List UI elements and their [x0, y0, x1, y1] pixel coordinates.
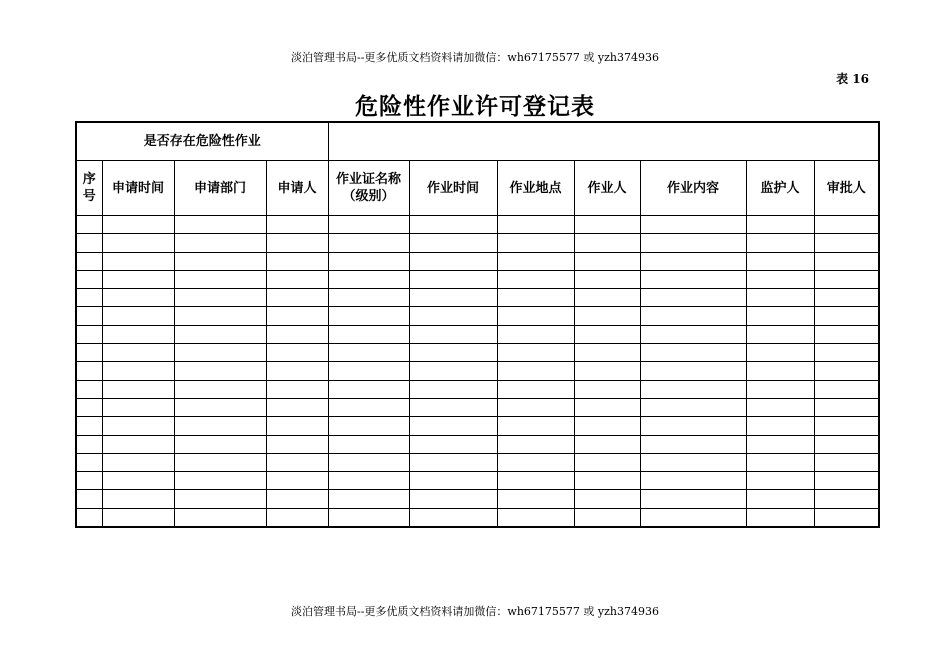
- table-cell[interactable]: [640, 398, 746, 416]
- table-cell[interactable]: [640, 325, 746, 343]
- table-cell[interactable]: [574, 252, 640, 270]
- table-cell[interactable]: [174, 234, 266, 252]
- table-cell[interactable]: [174, 490, 266, 508]
- table-row: [76, 417, 879, 435]
- table-cell[interactable]: [574, 490, 640, 508]
- table-cell[interactable]: [574, 234, 640, 252]
- table-cell[interactable]: [328, 307, 409, 325]
- table-cell[interactable]: [574, 362, 640, 380]
- table-cell[interactable]: [574, 417, 640, 435]
- table-cell[interactable]: [574, 380, 640, 398]
- table-cell[interactable]: [174, 344, 266, 362]
- table-cell[interactable]: [409, 417, 497, 435]
- table-cell[interactable]: [746, 472, 814, 490]
- table-cell[interactable]: [266, 398, 328, 416]
- table-cell[interactable]: [102, 490, 174, 508]
- table-cell[interactable]: [497, 472, 574, 490]
- table-cell[interactable]: [640, 453, 746, 471]
- table-cell[interactable]: [574, 472, 640, 490]
- table-row: [76, 270, 879, 288]
- table-cell[interactable]: [640, 252, 746, 270]
- table-cell[interactable]: [102, 380, 174, 398]
- table-cell[interactable]: [497, 380, 574, 398]
- table-cell[interactable]: [266, 417, 328, 435]
- column-header: [640, 161, 746, 216]
- table-cell[interactable]: [266, 380, 328, 398]
- table-cell[interactable]: [328, 435, 409, 453]
- table-row: [76, 344, 879, 362]
- table-cell[interactable]: [76, 380, 102, 398]
- table-cell[interactable]: [814, 490, 879, 508]
- table-cell[interactable]: [328, 252, 409, 270]
- table-cell[interactable]: [174, 398, 266, 416]
- table-cell[interactable]: [76, 508, 102, 527]
- table-cell[interactable]: [497, 344, 574, 362]
- table-cell[interactable]: [174, 362, 266, 380]
- table-cell[interactable]: [174, 307, 266, 325]
- table-cell[interactable]: [640, 344, 746, 362]
- table-cell[interactable]: [174, 252, 266, 270]
- table-cell[interactable]: [814, 252, 879, 270]
- table-cell[interactable]: [746, 435, 814, 453]
- table-cell[interactable]: [409, 289, 497, 307]
- table-cell[interactable]: [102, 453, 174, 471]
- table-cell[interactable]: [746, 453, 814, 471]
- table-cell[interactable]: [76, 398, 102, 416]
- table-cell[interactable]: [746, 398, 814, 416]
- table-cell[interactable]: [574, 453, 640, 471]
- table-cell[interactable]: [102, 508, 174, 527]
- table-cell[interactable]: [746, 289, 814, 307]
- column-header: [497, 161, 574, 216]
- table-cell[interactable]: [746, 307, 814, 325]
- table-cell[interactable]: [76, 490, 102, 508]
- table-cell[interactable]: [746, 362, 814, 380]
- table-row: [76, 234, 879, 252]
- table-cell[interactable]: [640, 417, 746, 435]
- table-cell[interactable]: [266, 270, 328, 288]
- table-cell[interactable]: [497, 435, 574, 453]
- table-cell[interactable]: [102, 234, 174, 252]
- table-cell[interactable]: [328, 398, 409, 416]
- table-cell[interactable]: [76, 234, 102, 252]
- column-header-line1: 作业内容: [667, 180, 720, 196]
- table-cell[interactable]: [497, 398, 574, 416]
- registration-table: [75, 121, 880, 528]
- column-header: [174, 161, 266, 216]
- table-row: [76, 307, 879, 325]
- table-cell[interactable]: [497, 289, 574, 307]
- column-header-line2: （级别）: [342, 189, 395, 204]
- table-cell[interactable]: [76, 453, 102, 471]
- table-cell[interactable]: [640, 270, 746, 288]
- header-row: [76, 161, 879, 216]
- table-cell[interactable]: [76, 216, 102, 234]
- table-cell[interactable]: [102, 472, 174, 490]
- question-row: [76, 122, 879, 161]
- table-cell[interactable]: [814, 270, 879, 288]
- table-cell[interactable]: [174, 380, 266, 398]
- table-cell[interactable]: [76, 417, 102, 435]
- table-cell[interactable]: [102, 270, 174, 288]
- table-cell[interactable]: [497, 270, 574, 288]
- table-cell[interactable]: [814, 307, 879, 325]
- table-cell[interactable]: [814, 362, 879, 380]
- table-cell[interactable]: [76, 472, 102, 490]
- column-header-line1: 序: [82, 172, 96, 187]
- table-cell[interactable]: [574, 508, 640, 527]
- table-cell[interactable]: [328, 417, 409, 435]
- table-cell[interactable]: [328, 270, 409, 288]
- table-cell[interactable]: [174, 453, 266, 471]
- table-cell[interactable]: [102, 362, 174, 380]
- table-cell[interactable]: [409, 270, 497, 288]
- column-header: [266, 161, 328, 216]
- table-cell[interactable]: [76, 252, 102, 270]
- table-row: [76, 325, 879, 343]
- table-cell[interactable]: [266, 307, 328, 325]
- table-cell[interactable]: [328, 344, 409, 362]
- table-cell[interactable]: [640, 234, 746, 252]
- table-cell[interactable]: [266, 344, 328, 362]
- table-cell[interactable]: [174, 472, 266, 490]
- table-cell[interactable]: [814, 380, 879, 398]
- table-cell[interactable]: [640, 472, 746, 490]
- table-cell[interactable]: [76, 270, 102, 288]
- table-cell[interactable]: [174, 325, 266, 343]
- table-cell[interactable]: [174, 508, 266, 527]
- table-cell[interactable]: [409, 344, 497, 362]
- table-cell[interactable]: [328, 289, 409, 307]
- column-header: [102, 161, 174, 216]
- table-row: [76, 508, 879, 527]
- table-cell[interactable]: [409, 307, 497, 325]
- table-cell[interactable]: [574, 435, 640, 453]
- column-header: [409, 161, 497, 216]
- table-cell[interactable]: [814, 417, 879, 435]
- table-cell[interactable]: [266, 472, 328, 490]
- column-header: [574, 161, 640, 216]
- column-header: [746, 161, 814, 216]
- table-cell[interactable]: [266, 453, 328, 471]
- table-cell[interactable]: [266, 508, 328, 527]
- table-cell[interactable]: [497, 453, 574, 471]
- table-cell[interactable]: [409, 472, 497, 490]
- table-cell[interactable]: [266, 362, 328, 380]
- table-cell[interactable]: [102, 398, 174, 416]
- table-cell[interactable]: [497, 216, 574, 234]
- table-cell[interactable]: [814, 398, 879, 416]
- table-cell[interactable]: [102, 252, 174, 270]
- column-header-line1: 监护人: [760, 180, 800, 196]
- table-cell[interactable]: [328, 234, 409, 252]
- table-cell[interactable]: [746, 417, 814, 435]
- column-header: [814, 161, 879, 216]
- table-row: [76, 289, 879, 307]
- table-cell[interactable]: [102, 344, 174, 362]
- column-header: [328, 161, 409, 216]
- table-cell[interactable]: [814, 472, 879, 490]
- table-cell[interactable]: [746, 344, 814, 362]
- table-cell[interactable]: [328, 472, 409, 490]
- table-cell[interactable]: [266, 490, 328, 508]
- table-cell[interactable]: [328, 508, 409, 527]
- table-cell[interactable]: [102, 417, 174, 435]
- table-cell[interactable]: [640, 435, 746, 453]
- table-cell[interactable]: [574, 307, 640, 325]
- table-cell[interactable]: [574, 289, 640, 307]
- table-cell[interactable]: [409, 435, 497, 453]
- table-row: [76, 380, 879, 398]
- table-cell[interactable]: [640, 289, 746, 307]
- table-cell[interactable]: [640, 362, 746, 380]
- table-row: [76, 490, 879, 508]
- table-cell[interactable]: [409, 380, 497, 398]
- question-answer-cell[interactable]: [328, 122, 879, 161]
- table-cell[interactable]: [746, 380, 814, 398]
- column-header-line1: 申请部门: [193, 180, 246, 196]
- table-cell[interactable]: [328, 453, 409, 471]
- column-header-line1: 作业时间: [427, 180, 480, 196]
- table-cell[interactable]: [746, 252, 814, 270]
- table-cell[interactable]: [328, 216, 409, 234]
- table-cell[interactable]: [497, 417, 574, 435]
- column-header-line1: 审批人: [826, 180, 866, 196]
- table-row: [76, 472, 879, 490]
- table-cell[interactable]: [814, 234, 879, 252]
- table-cell[interactable]: [746, 234, 814, 252]
- table-cell[interactable]: [76, 435, 102, 453]
- table-cell[interactable]: [409, 508, 497, 527]
- table-cell[interactable]: [409, 362, 497, 380]
- table-cell[interactable]: [266, 435, 328, 453]
- table-cell[interactable]: [574, 398, 640, 416]
- column-header-line1: 申请时间: [111, 180, 164, 196]
- table-cell[interactable]: [814, 344, 879, 362]
- table-cell[interactable]: [574, 344, 640, 362]
- table-cell[interactable]: [640, 508, 746, 527]
- watermark-top: 淡泊管理书局--更多优质文档资料请加微信：wh67175577 或 yzh374936: [291, 51, 659, 64]
- table-cell[interactable]: [746, 508, 814, 527]
- table-cell[interactable]: [409, 453, 497, 471]
- table-cell[interactable]: [814, 289, 879, 307]
- table-cell[interactable]: [640, 216, 746, 234]
- table-cell[interactable]: [174, 289, 266, 307]
- table-cell[interactable]: [76, 325, 102, 343]
- table-cell[interactable]: [497, 508, 574, 527]
- table-cell[interactable]: [102, 216, 174, 234]
- table-cell[interactable]: [574, 325, 640, 343]
- table-cell[interactable]: [814, 508, 879, 527]
- table-cell[interactable]: [497, 325, 574, 343]
- table-cell[interactable]: [814, 216, 879, 234]
- table-cell[interactable]: [174, 435, 266, 453]
- column-header-line1: 作业人: [587, 180, 627, 196]
- table-cell[interactable]: [497, 252, 574, 270]
- table-row: [76, 453, 879, 471]
- table-cell[interactable]: [814, 325, 879, 343]
- table-cell[interactable]: [266, 252, 328, 270]
- table-cell[interactable]: [497, 234, 574, 252]
- table-cell[interactable]: [174, 417, 266, 435]
- table-cell[interactable]: [640, 307, 746, 325]
- table-cell[interactable]: [409, 325, 497, 343]
- table-cell[interactable]: [497, 307, 574, 325]
- table-cell[interactable]: [102, 289, 174, 307]
- table-cell[interactable]: [640, 380, 746, 398]
- question-label: 是否存在危险性作业: [76, 122, 328, 161]
- table-number: 表 16: [836, 72, 869, 86]
- table-cell[interactable]: [574, 270, 640, 288]
- table-cell[interactable]: [497, 490, 574, 508]
- table-row: [76, 435, 879, 453]
- table-row: [76, 362, 879, 380]
- table-cell[interactable]: [328, 490, 409, 508]
- table-cell[interactable]: [409, 252, 497, 270]
- table-cell[interactable]: [328, 362, 409, 380]
- table-cell[interactable]: [746, 270, 814, 288]
- column-header-line1: 申请人: [277, 180, 317, 196]
- page-title: 危险性作业许可登记表: [355, 94, 595, 120]
- table-cell[interactable]: [409, 490, 497, 508]
- table-cell[interactable]: [746, 490, 814, 508]
- table-cell[interactable]: [76, 344, 102, 362]
- table-cell[interactable]: [102, 435, 174, 453]
- column-header-line2: 号: [82, 189, 96, 204]
- table-cell[interactable]: [640, 490, 746, 508]
- table-cell[interactable]: [76, 289, 102, 307]
- table-cell[interactable]: [746, 325, 814, 343]
- table-cell[interactable]: [76, 307, 102, 325]
- table-row: [76, 398, 879, 416]
- column-header-line1: 作业证名称: [336, 172, 402, 187]
- table-cell[interactable]: [266, 234, 328, 252]
- column-header-line1: 作业地点: [509, 180, 562, 196]
- table-cell[interactable]: [174, 216, 266, 234]
- table-cell[interactable]: [409, 398, 497, 416]
- table-row: [76, 252, 879, 270]
- table-cell[interactable]: [102, 325, 174, 343]
- table-cell[interactable]: [328, 380, 409, 398]
- table-cell[interactable]: [266, 216, 328, 234]
- table-cell[interactable]: [409, 216, 497, 234]
- table-cell[interactable]: [409, 234, 497, 252]
- table-cell[interactable]: [266, 289, 328, 307]
- table-cell[interactable]: [574, 216, 640, 234]
- table-cell[interactable]: [814, 435, 879, 453]
- table-cell[interactable]: [266, 325, 328, 343]
- watermark-bottom: 淡泊管理书局--更多优质文档资料请加微信：wh67175577 或 yzh374936: [291, 605, 659, 618]
- table-cell[interactable]: [174, 270, 266, 288]
- table-cell[interactable]: [746, 216, 814, 234]
- table-cell[interactable]: [814, 453, 879, 471]
- table-cell[interactable]: [497, 362, 574, 380]
- table-cell[interactable]: [102, 307, 174, 325]
- table-cell[interactable]: [328, 325, 409, 343]
- table-row: [76, 216, 879, 234]
- column-header: [76, 161, 102, 216]
- table-cell[interactable]: [76, 362, 102, 380]
